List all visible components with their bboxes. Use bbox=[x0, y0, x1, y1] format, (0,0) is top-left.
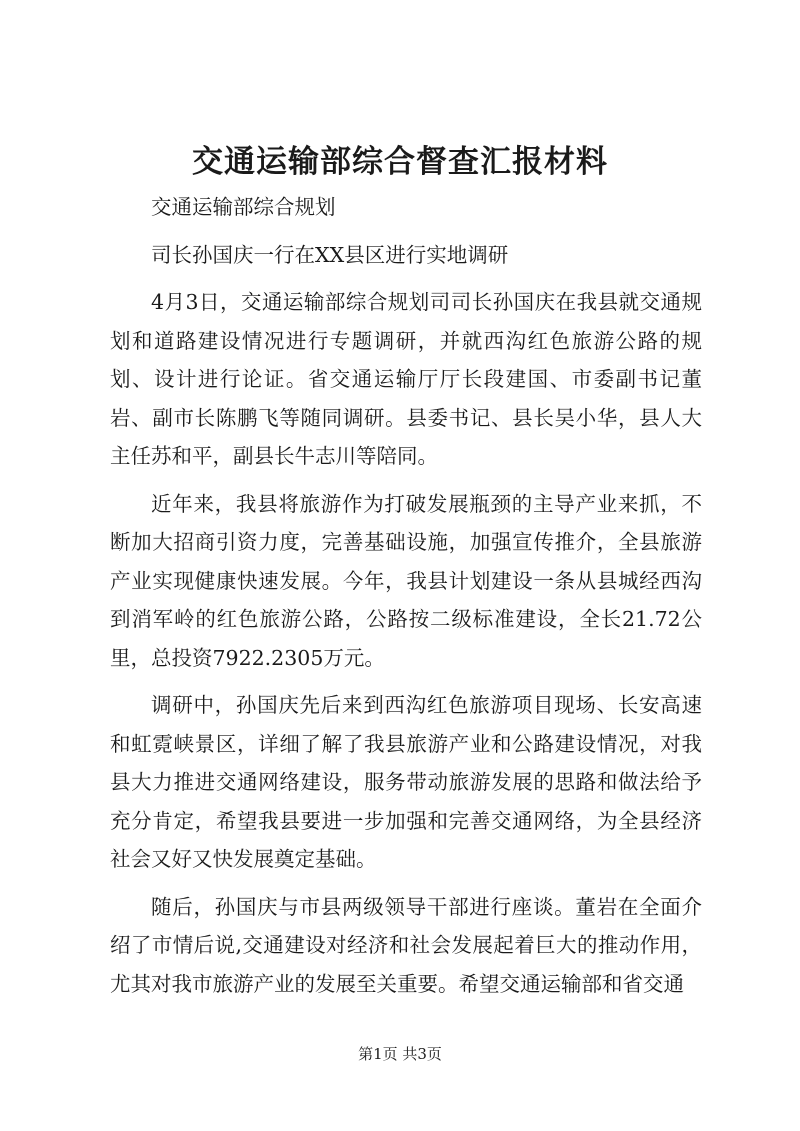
document-body bbox=[110, 188, 702, 1003]
body-paragraph: 4月3日，交通运输部综合规划司司长孙国庆在我县就交通规划和道路建设情况进行专题调研，并就西沟红色旅游公路的规划、设计进行论证。省交通运输厅厅长段建国、市委副书记董岩、副市长陈鹏飞等随同调研。县委书记、县长吴小华，县人大主任苏和平，副县长牛志川等陪同。 bbox=[110, 290, 702, 468]
body-paragraph: 近年来，我县将旅游作为打破发展瓶颈的主导产业来抓，不断加大招商引资力度，完善基础设施，加强宣传推介，全县旅游产业实现健康快速发展。今年，我县计划建设一条从县城经西沟到消军岭的红色旅游公路，公路按二级标准建设，全长21.72公里，总投资7922.2305万元。 bbox=[110, 491, 702, 670]
document-title: 交通运输部综合督查汇报材料 bbox=[192, 144, 608, 180]
page-indicator: 第1页 共3页 bbox=[358, 1045, 442, 1063]
headline-line: 司长孙国庆一行在XX县区进行实地调研 bbox=[151, 242, 509, 267]
body-paragraph: 随后，孙国庆与市县两级领导干部进行座谈。董岩在全面介绍了市情后说,交通建设对经济和社会发展起着巨大的推动作用，尤其对我市旅游产业的发展至关重要。希望交通运输部和省交通 bbox=[110, 894, 702, 996]
subtitle-line: 交通运输部综合规划 bbox=[151, 195, 336, 219]
body-paragraph: 调研中，孙国庆先后来到西沟红色旅游项目现场、长安高速和虹霓峡景区，详细了解了我县旅游产业和公路建设情况，对我县大力推进交通网络建设，服务带动旅游发展的思路和做法给予充分肯定，希望我县要进一步加强和完善交通网络，为全县经济社会又好又快发展奠定基础。 bbox=[110, 693, 702, 871]
